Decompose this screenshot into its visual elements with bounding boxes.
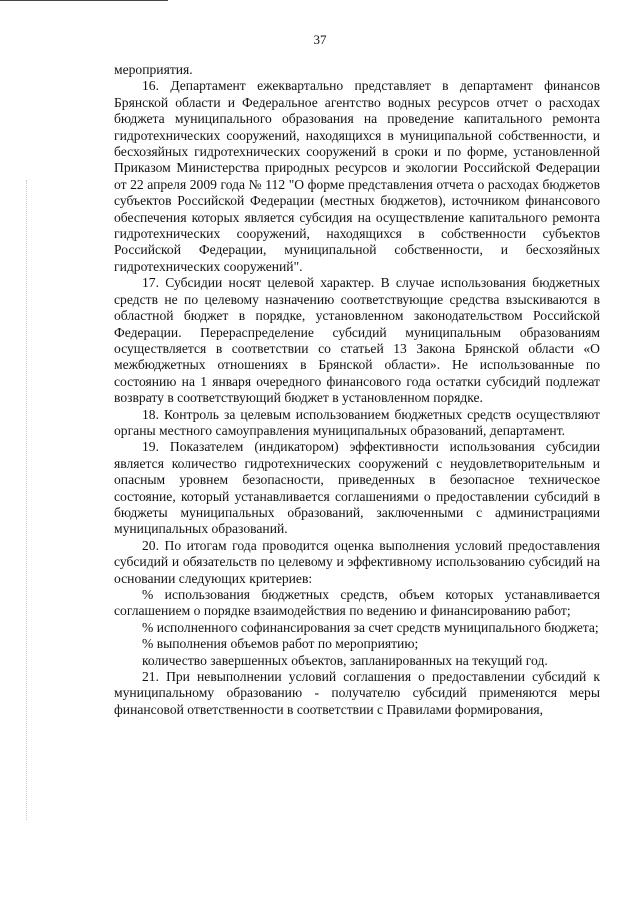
criterion-completed-objects: количество завершенных объектов, запланированных на текущий год. [142,652,548,668]
criterion-budget-use: % использования бюджетных средств, объем которых устанавливается соглашением о порядке взаимодействия по ведению и финансированию работ; [114,587,600,619]
paragraph-18: 18. Контроль за целевым использованием бюджетных средств осуществляют органы местного самоуправления муниципальных образований, департамент. [114,406,600,438]
paragraph-17: 17. Субсидии носят целевой характер. В случае использования бюджетных средств не по целевому назначению соответствующие средства взыскиваются в областной бюджет в порядке, установленном законодательством Российской Федерации. Перераспределение субсидий муниципальным образованиям осуществляется в соответствии со статьей 13 Закона Брянской области «О межбюджетных отношениях в Брянской области». Не использованные по состоянию на 1 января очередного финансового года остатки субсидий подлежат возврату в соответствующий бюджет в установленном порядке. [114,275,600,406]
criterion-cofinancing: % исполненного софинансирования за счет средств муниципального бюджета; [142,619,599,635]
paragraph-21: 21. При невыполнении условий соглашения о предоставлении субсидий к муниципальному образованию - получателю субсидий применяются меры финансовой ответственности в соответствии с Правилами формирования, [114,669,600,717]
top-rule [0,0,168,1]
paragraph-16: 16. Департамент ежеквартально представляет в департамент финансов Брянской области и Федеральное агентство водных ресурсов отчет о расходах бюджета муниципального образования на проведение капитального ремонта гидротехнических сооружений, находящихся в муниципальной собственности, и бесхозяйных гидротехнических сооружений в сроки и по форме, установленной Приказом Министерства природных ресурсов и экологии Российской Федерации от 22 апреля 2009 года № 112 "О форме представления отчета о расходах бюджетов субъектов Российской Федерации (местных бюджетов), источником финансового обеспечения которых является субсидия на осуществление капитального ремонта гидротехнических сооружений, находящихся в собственности субъектов Российской Федерации, муниципальной собственности, и бесхозяйных гидротехнических сооружений". [114,78,600,274]
page-number: 37 [313,32,327,47]
document-body [114,62,600,718]
scan-margin-marks [26,180,27,820]
paragraph-continuation: мероприятия. [114,62,193,77]
paragraph-19: 19. Показателем (индикатором) эффективности использования субсидии является количество гидротехнических сооружений с неудовлетворительным и опасным уровнем безопасности, приведенных в безопасное техническое состояние, который устанавливается соглашениями о предоставлении субсидий в бюджеты муниципальных образований, заключенными с администрациями муниципальных образований. [114,439,600,537]
criterion-work-volume: % выполнения объемов работ по мероприятию; [142,636,419,652]
paragraph-20: 20. По итогам года проводится оценка выполнения условий предоставления субсидий и обязательств по целевому и эффективному использованию субсидий на основании следующих критериев: [114,537,600,586]
